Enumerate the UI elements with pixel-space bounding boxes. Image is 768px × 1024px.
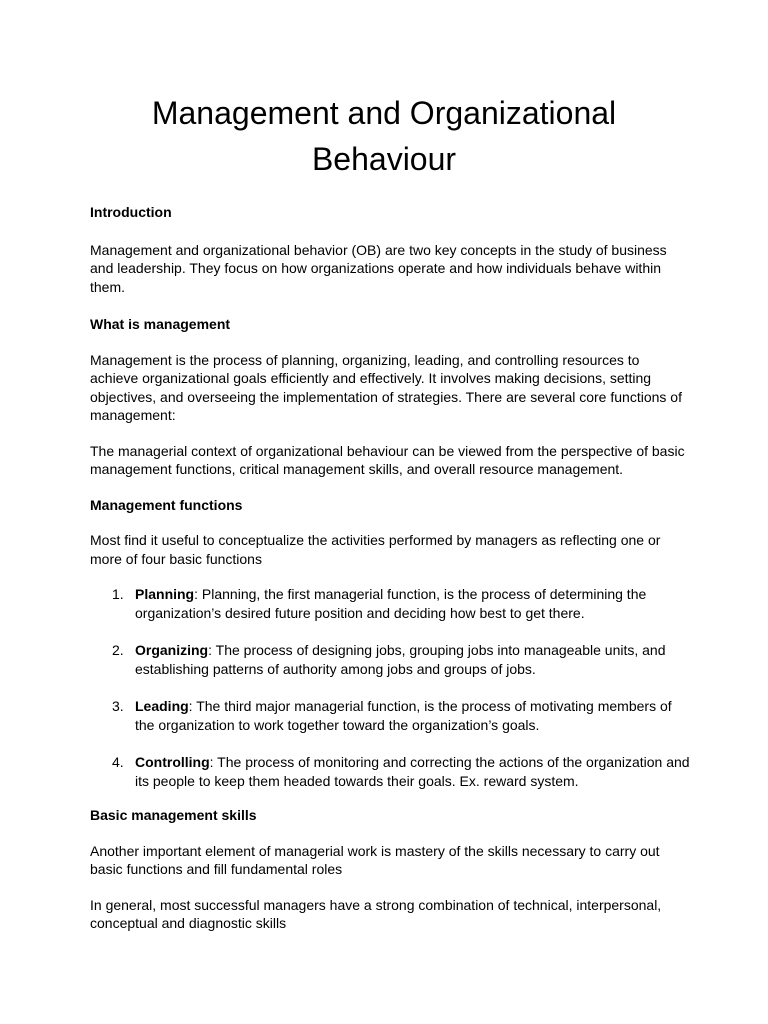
list-number: 2. [112,642,124,658]
list-term: Organizing [135,642,209,658]
title-line-2: Behaviour [311,141,457,177]
title-line-1: Management and Organizational [151,95,617,131]
list-item-leading [90,697,690,734]
list-text: : The process of designing jobs, grouping jobs into manageable units, and establishing patterns of authority among jobs and groups of jobs. [135,642,666,677]
paragraph-successful-managers: In general, most successful managers have a strong combination of technical, interpersonal, conceptual and diagnostic skills [90,896,662,931]
heading-introduction: Introduction [90,204,172,220]
list-number: 3. [112,698,124,714]
paragraph-introduction: Management and organizational behavior (OB) are two key concepts in the study of business and leadership. They focus on how organizations operate and how individuals behave within them. [90,241,667,295]
paragraph-management-functions: Most find it useful to conceptualize the activities performed by managers as reflecting one or more of four basic functions [90,532,661,567]
list-text: : The third major managerial function, is the process of motivating members of the organization to work together toward the organization’s goals. [135,698,672,733]
list-term: Controlling [135,754,210,770]
list-term: Planning [135,586,195,602]
paragraph-managerial-context: The managerial context of organizational behaviour can be viewed from the perspective of basic management functions, critical management skills, and overall resource management. [90,442,685,477]
list-text: : The process of monitoring and correcting the actions of the organization and its people to keep them headed towards their goals. Ex. reward system. [135,754,690,789]
heading-basic-management-skills: Basic management skills [90,807,257,823]
list-item-organizing [90,641,690,678]
list-item-controlling [90,753,690,790]
list-text: : Planning, the first managerial function, is the process of determining the organization’s desired future position and deciding how best to get there. [135,586,647,621]
heading-management-functions: Management functions [90,496,243,513]
management-functions-list [90,585,690,790]
list-item-planning [90,585,690,622]
document-title [0,90,768,182]
paragraph-management-definition: Management is the process of planning, organizing, leading, and controlling resources to achieve organizational goals efficiently and effectively. It involves making decisions, setting objectives, and overseeing the implementation of strategies. There are several core functions of management: [90,351,682,423]
list-term: Leading [135,698,189,714]
list-number: 4. [112,754,124,770]
list-number: 1. [112,586,124,602]
heading-what-is-management: What is management [90,316,231,332]
document-body [90,203,690,933]
paragraph-managerial-work: Another important element of managerial work is mastery of the skills necessary to carry out basic functions and fill fundamental roles [90,842,660,877]
